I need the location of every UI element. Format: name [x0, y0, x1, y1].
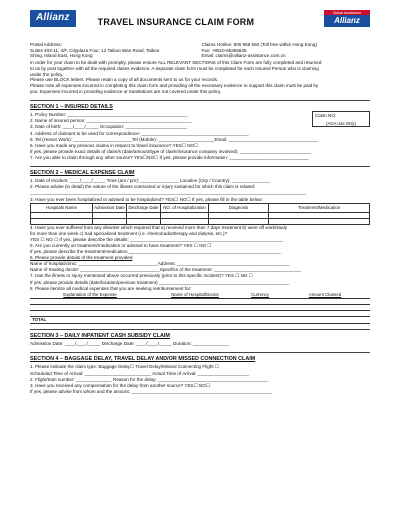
itemize-expenses-label: 8. Please itemize all medical expenses that you are seeking reimbursement for: [30, 285, 192, 291]
instruction-line: you. Expenses incurred in providing evidence or translations are not covered under this policy. [30, 89, 222, 95]
postal-address-line: Postal Address: [30, 42, 62, 47]
hospitalization-table [30, 203, 370, 225]
table-row[interactable] [31, 218, 370, 224]
total-label: TOTAL [30, 317, 150, 324]
claims-hotline: Claims Hotline: 800 969 550 (Toll free within Hong Kong) [201, 42, 317, 47]
instruction-line: Please use BLOCK letters. Please retain a copy of all documents sent to us for your records. [30, 77, 219, 83]
postal-address-line: Suites 403-11, 4/F, Cityplaza Four, 12 Taikoo Wan Road, Taikoo [30, 47, 160, 53]
claim-type-question[interactable]: 1. Please indicate the claim type: Baggage Delay☐ Travel Delay/Missed Connecting Flight ☐ [30, 364, 220, 370]
instructions [30, 60, 370, 95]
illness-nature-question: 2. Please advise (in detail) the nature of the illness contracted or injury sustained for which this claim is related: [30, 184, 256, 190]
table-header: Hospitals Name [31, 203, 93, 212]
aga-use-only-label: (AGA Use Only) [326, 120, 356, 126]
policy-number-field[interactable]: 1. Policy Number: _______________________________________________ [30, 112, 188, 118]
expenses-table [30, 292, 370, 324]
flight-number-field[interactable]: 2. Flight/train number: ______________ Reason for the delay: ___________________________________________ [30, 376, 268, 382]
section2-heading: SECTION 2 – MEDICAL EXPENSE CLAIM [30, 170, 135, 177]
admission-discharge-field[interactable]: Admission Date: ____/____/_____ Discharge Date: ____/____/_____ Duration: ______________ [30, 341, 229, 347]
instruction-line: Please note all expenses incurred in completing this claim form and providing all the necessary evidence to support this claim must be paid by [30, 83, 319, 89]
divider [30, 100, 370, 101]
global-assistance-tag: Global Assistance [324, 10, 370, 15]
section4-heading: SECTION 4 – BAGGAGE DELAY, TRAVEL DELAY AND/OR MISSED CONNECTION CLAIM [30, 356, 256, 363]
previous-claims-details-field[interactable]: If yes, please provide exact details of claim/s (date/amount/type of claim/insurance company involved): ____________________________ [30, 148, 312, 154]
postal-address [30, 42, 199, 59]
fax-number: Fax: +8610-65355835 [201, 47, 247, 53]
divider [30, 352, 370, 353]
claims-email: Email: claims@allianz-assistance.com.cn [201, 53, 286, 59]
telephone-email-field[interactable]: 5. Tel (Home/ Work): _______________________Tel (Mobile): ______________________Email: ___________________________________ [30, 136, 318, 142]
divider [30, 329, 370, 330]
hospitalized-question[interactable]: 3. Have you ever been hospitalized or advised to be hospitalized? YES☐ NO☐ If yes, please fill in the table below: [30, 196, 263, 202]
table-header: Admission Date [93, 203, 127, 212]
disorder-question: 4. Have you ever suffered from any disorder which required that a) received more than 7 days treatment b) were off work/study [30, 224, 288, 230]
table-header: Amount Claimed [280, 292, 370, 298]
current-treatment-question[interactable]: 5. Are you currently on treatment/medication or advised to have treatment? YES ☐ NO ☐ [30, 242, 212, 248]
table-header-row [31, 203, 370, 212]
other-source-question[interactable]: 7. Are you able to claim through any other source? YES☐NO☐ If yes, please provide information: _______________________________ [30, 154, 309, 160]
table-header: NO. of Hospitalization [161, 203, 209, 212]
section3-heading: SECTION 3 – DAILY INPATIENT CASH SUBSIDY CLAIM [30, 332, 170, 339]
table-header-row [30, 292, 370, 298]
disorder-details-field[interactable]: YES ☐ NO ☐ If yes, please describe the details: ____________________________________________________________ [30, 236, 284, 242]
address-field[interactable]: 4. Address of claimant to be used for correspondence: __________________________________________ [30, 130, 249, 136]
treatment-description-field[interactable]: If yes, please describe the treatment/medication____________________________________________________________ [30, 249, 281, 255]
total-row [30, 317, 370, 324]
allianz-logo-right: Allianz [324, 15, 370, 27]
table-header: Diagnosis [209, 203, 269, 212]
section1-heading: SECTION 1 – INSURED DETAILS [30, 104, 113, 111]
previous-occurrence-details-field[interactable]: If yes, please provide details (date/location/previous treatment) ___________________________________________________ [30, 279, 290, 285]
table-header: Name of Hospital/Doctor [150, 292, 240, 298]
instruction-line: In order for your claim to be dealt with promptly, please ensure ALL RELEVANT SECTIONS of this Claim Form are fully completed and returned [30, 59, 322, 65]
previous-claims-question[interactable]: 6. Have you made any previous claims in respect to travel insurance? YES☐ NO☐ [30, 142, 199, 148]
postal-address-line: Shing, Island East, Hong Kong [30, 53, 93, 59]
divider [30, 166, 370, 167]
instruction-line: under the policy. [30, 71, 64, 77]
disorder-question-cont: for more than one week c) had specialized treatment (i.e. chemo/radiotherapy and dialysis, etc.)? [30, 230, 228, 236]
compensation-question[interactable]: 3. Have you received any compensation for the delay from another source? YES☐ NO☐ [30, 382, 210, 388]
table-header: Discharge Date [127, 203, 161, 212]
instruction-line: to us by post together with all the required claims evidence. A separate claim form must be completed for each Insured Person who is claiming [30, 65, 319, 71]
contact-details [30, 42, 370, 59]
claim-number-box [312, 111, 370, 127]
section1-body [30, 112, 370, 161]
insured-name-field[interactable]: 2. Name of insured person: _________________________________________ [30, 118, 192, 124]
dob-occupation-field[interactable]: 3. Date of birth: ____/____/_____ Occupation: ________________________ [30, 124, 187, 130]
table-header: Explanation of the Expense [30, 292, 150, 298]
claim-number-label: Claim NO: [315, 113, 337, 119]
incident-date-field[interactable]: 1. Date of Incident: ____/____/_____ Time (am / pm): _______________ Location (City / Country): _______________ [30, 178, 271, 184]
allianz-logo: Allianz [30, 10, 76, 27]
claims-contacts [202, 42, 371, 59]
form-title: TRAVEL INSURANCE CLAIM FORM [97, 17, 255, 27]
table-header: Currency [240, 292, 280, 298]
doctor-field[interactable]: Name of treating doctor: _______________________________Specifics of the treatment: __________________________________ [30, 267, 302, 273]
table-header: Treatment/Medication [269, 203, 370, 212]
hospital-address-field[interactable]: Name of hospital/clinic: _______________________________Address: ____________________________________________ [30, 261, 290, 267]
arrival-time-field[interactable]: Scheduled Time of Arrival: __________________________ Actual Time of Arrival: ____________________ [30, 370, 249, 376]
compensation-details-field[interactable]: If yes, please advise from whom and the amount: _______________________________________________________ [30, 388, 272, 394]
form-header [30, 10, 370, 40]
treatment-details-heading: 6. Please provide details of the treatment provided [30, 255, 133, 261]
allianz-global-assistance-logo [324, 10, 370, 27]
illness-nature-field[interactable]: ____________________________________________________________________________________________________________ [30, 190, 306, 196]
previous-occurrence-question[interactable]: 7. Has the illness or injury mentioned above occurred previously (prior to this specific incident)? YES ☐ NO ☐ [30, 273, 253, 279]
